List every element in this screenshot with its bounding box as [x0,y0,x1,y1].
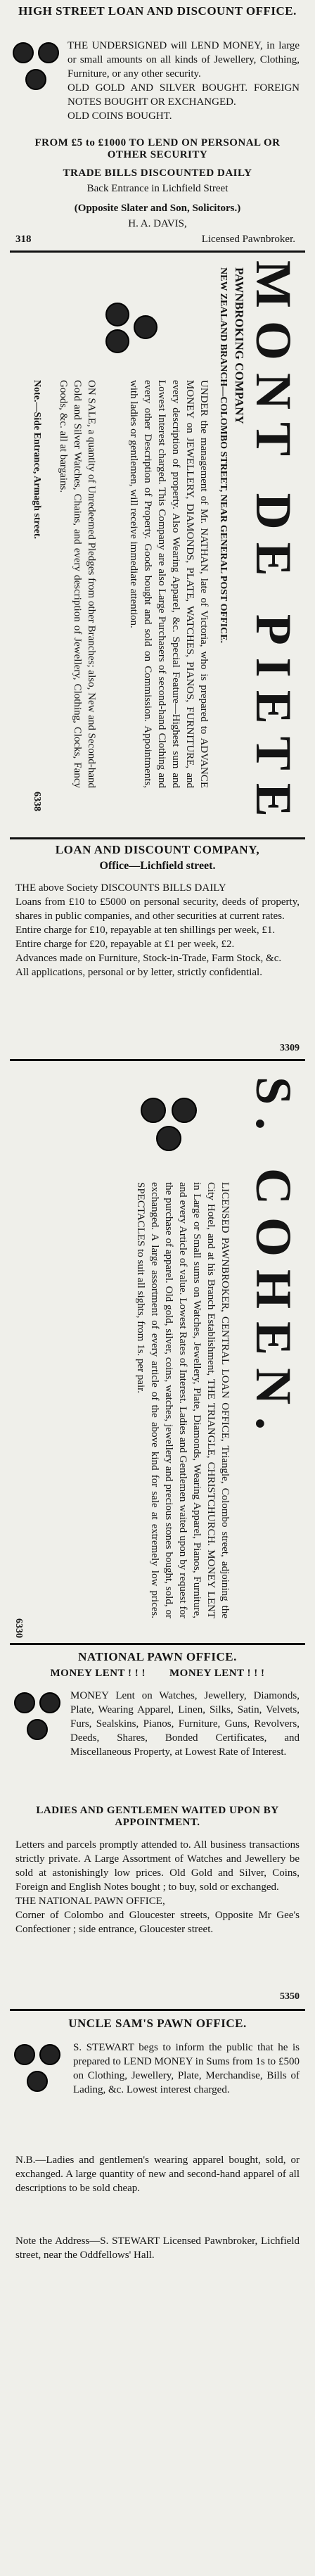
ad5-ladies: LADIES AND GENTLEMEN WAITED UPON BY APPOINTMENT. [36,1805,282,1828]
ad4-title: S. COHEN. [245,1077,302,1443]
ad6-title: UNCLE SAM'S PAWN OFFICE. [68,2017,247,2030]
ad1-licensed: Licensed Pawnbroker. [201,234,295,245]
ad5-title: NATIONAL PAWN OFFICE. [78,1650,237,1663]
ad3-title: LOAN AND DISCOUNT COMPANY, [55,843,260,856]
ad1-line3: TRADE BILLS DISCOUNTED DAILY [63,167,252,179]
ad5-body2: Letters and parcels promptly attended to. All business transactions strictly private. A Large Assortment of Watches and Jewellery be sold at astonishingly low prices. Old Gold and Silver, Coins, Foreign and English Notes bought ; to buy, sold or exchanged. THE NATIONAL PAWN OFFICE, Corner of Colombo and Gloucester streets, Opposite Mr Gee's Confectioner ; side entrance, Gloucester street. [15,1839,300,1935]
ad6-nb: N.B.—Ladies and gentlemen's wearing apparel bought, sold, or exchanged. A large quantity of new and second-hand apparel of all descriptions to be sold cheap. [15,2155,302,2194]
ad3-office: Office—Lichfield street. [99,860,216,872]
pawnbroker-balls-icon [13,42,62,106]
ad4-num: 6330 [13,1618,24,1638]
ad1-name: H. A. DAVIS, [128,218,187,229]
ad2-num: 6338 [32,792,42,811]
ad2-sub2: NEW ZEALAND BRANCH—COLOMBO STREET, NEAR GENERAL POST OFFICE. [218,267,229,644]
ad3-num: 3309 [280,1043,300,1053]
ad1-line4: Back Entrance in Lichfield Street [86,183,229,194]
ad4-balls-icon [141,1098,225,1154]
ad1-body: THE UNDERSIGNED will LEND MONEY, in large or small amounts on all kinds of Jewellery, Clothing, Furniture, or any other security. OLD GOLD AND SILVER BOUGHT. FOREIGN NOTES BOUGHT OR EXCHANGED. OLD COINS BOUGHT. [68,40,300,122]
ad1-line5: (Opposite Slater and Son, Solicitors.) [74,203,241,214]
ad6-balls-icon [14,2044,70,2107]
ad3-body: THE above Society DISCOUNTS BILLS DAILY Loans from £10 to £5000 on personal security, deeds of property, shares in public companies, and other securities at current rates. Entire charge for £10, repayable at ten shillings per week, £1. Entire charge for £20, repayable at £1 per week, £2. Advances made on Furniture, Stock-in-Trade, Farm Stock, &c. All applications, personal or by letter, strictly confidential. [15,882,300,978]
divider [10,837,305,839]
divider [10,1059,305,1061]
ad2-sale: ON SALE, a quantity of Unredeemed Pledges from other Branches; also, New and Second-hand Gold and Silver Watches, Chains, and every description of Jewellery, Clothing, Clocks, Fancy Goods, &c. all at bargains. [58,380,97,788]
ad2-title: MONT DE PIETE [245,260,302,830]
ad2-sub1: PAWNBROKING COMPANY [233,267,246,424]
ad1-line2: FROM £5 to £1000 TO LEND ON PERSONAL OR OTHER SECURITY [34,137,283,160]
ad1-title: HIGH STREET LOAN AND DISCOUNT OFFICE. [18,4,297,18]
ad5-body: MONEY Lent on Watches, Jewellery, Diamonds, Plate, Wearing Apparel, Linen, Silks, Satin, Velvets, Furs, Sealskins, Pianos, Furniture, Guns, Revolvers, Deeds, Shares, Bonded Certificates, and Miscellaneous Property, at Lowest Rate of Interest. [70,1690,302,1758]
ad1-num: 318 [15,234,32,245]
ad5-sub: MONEY LENT ! ! ! MONEY LENT ! ! ! [50,1668,265,1679]
ad6-note: Note the Address—S. STEWART Licensed Pawnbroker, Lichfield street, near the Oddfellows' Hall. [15,2235,302,2261]
divider [10,1643,305,1645]
divider [10,250,305,253]
ad5-num: 5350 [280,1991,300,2002]
ad2-balls-icon [105,303,204,352]
ad2-note: Note.—Side Entrance, Armagh street. [32,380,42,540]
ad4-body: LICENSED PAWNBROKER, CENTRAL LOAN OFFICE, Triangle, Colombo street, adjoining the City Hotel, and at his Branch Establishment, THE TRIANGLE, CHRISTCHURCH. MONEY LENT in Large or Small sums on Watches, Jewellery, Plate, Diamonds, Wearing Apparel, Pianos, Furniture, and every Article of value. Lowest Rates of Interest. Ladies and Gentlemen waited upon by request for the purchase of apparel. Old gold, silver, coins, watches, jewellery and precious stones bought, sold, or exchanged. A large assortment of every article of the above kind for sale at extremely low prices. SPECTACLES to suit all sights, from 1s. per pair. [135,1182,231,1618]
ad5-balls-icon [14,1692,70,1756]
ad6-body: S. STEWART begs to inform the public that he is prepared to LEND MONEY in Sums from 1s to £500 on Clothing, Jewellery, Plate, Merchandise, Bills of Lading, &c. Lowest interest charged. [73,2042,302,2095]
ad2-body: UNDER the management of Mr. NATHAN, late of Victoria, who is prepared to ADVANCE MONEY on JEWELLERY, DIAMONDS, PLATE, WATCHES, PIANOS, FURNITURE, and every description of property. Also Wearing Apparel, &c. Special Feature—Highest sum and Lowest Interest charged. This Company are also Large Purchasers of second-hand Clothing and every other Description of Property. Goods bought and sold on Commission. Appointments, with ladies or gentlemen, will receive immediate attention. [128,380,210,788]
divider [10,2009,305,2011]
